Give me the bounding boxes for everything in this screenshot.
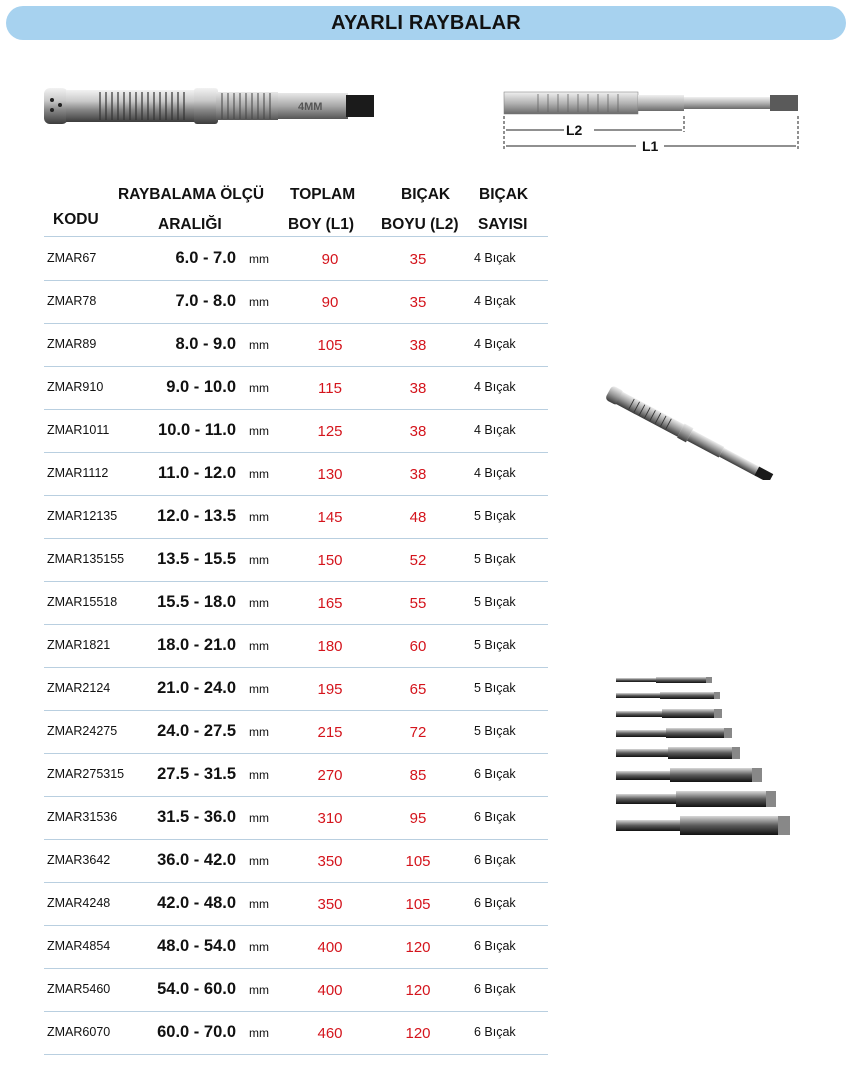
row-range: 15.5 - 18.0: [157, 593, 236, 611]
row-code: ZMAR24275: [47, 724, 118, 738]
header-l1-line2: BOY (L1): [288, 216, 355, 233]
title-banner: [6, 6, 846, 40]
row-l1: 90: [321, 251, 339, 268]
row-l2: 72: [409, 724, 427, 741]
row-l1: 400: [317, 982, 343, 999]
table-row: [44, 968, 548, 1012]
row-l2: 85: [409, 767, 427, 784]
row-unit: mm: [249, 854, 269, 868]
row-unit: mm: [249, 639, 269, 653]
row-range: 48.0 - 54.0: [157, 937, 236, 955]
row-l2: 120: [405, 1025, 431, 1042]
table-row: [44, 280, 548, 324]
page-title: AYARLI RAYBALAR: [331, 11, 521, 34]
row-l2: 35: [409, 251, 427, 268]
row-blades: 6 Bıçak: [474, 1025, 516, 1039]
row-unit: mm: [249, 553, 269, 567]
row-l2: 55: [409, 595, 427, 612]
row-code: ZMAR910: [47, 380, 104, 394]
row-range: 13.5 - 15.5: [157, 550, 236, 568]
row-range: 21.0 - 24.0: [157, 679, 236, 697]
row-l2: 120: [405, 982, 431, 999]
row-range: 31.5 - 36.0: [157, 808, 236, 826]
row-l1: 165: [317, 595, 343, 612]
row-range: 6.0 - 7.0: [175, 249, 236, 267]
row-range: 11.0 - 12.0: [158, 464, 236, 482]
row-l1: 400: [317, 939, 343, 956]
row-range: 10.0 - 11.0: [158, 421, 236, 439]
table-row: [44, 1011, 548, 1055]
row-range: 8.0 - 9.0: [175, 335, 236, 353]
row-code: ZMAR5460: [47, 982, 111, 996]
row-unit: mm: [249, 381, 269, 395]
header-blades-line2: SAYISI: [478, 216, 528, 233]
row-unit: mm: [249, 897, 269, 911]
row-l1: 180: [317, 638, 343, 655]
table-row: [44, 323, 548, 367]
row-l1: 350: [317, 896, 343, 913]
row-range: 42.0 - 48.0: [157, 894, 236, 912]
row-range: 60.0 - 70.0: [157, 1023, 236, 1041]
row-l1: 130: [317, 466, 343, 483]
row-blades: 6 Bıçak: [474, 810, 516, 824]
reamer-photo-main: [40, 80, 380, 130]
header-range-line1: RAYBALAMA ÖLÇÜ: [118, 186, 265, 203]
table-row: [44, 796, 548, 840]
row-unit: mm: [249, 768, 269, 782]
row-blades: 6 Bıçak: [474, 853, 516, 867]
row-unit: mm: [249, 510, 269, 524]
table-row: [44, 839, 548, 883]
row-l2: 35: [409, 294, 427, 311]
row-blades: 6 Bıçak: [474, 896, 516, 910]
row-code: ZMAR4854: [47, 939, 111, 953]
row-range: 27.5 - 31.5: [157, 765, 236, 783]
row-blades: 6 Bıçak: [474, 939, 516, 953]
row-blades: 6 Bıçak: [474, 982, 516, 996]
row-l2: 48: [409, 509, 427, 526]
table-row: [44, 882, 548, 926]
row-range: 18.0 - 21.0: [157, 636, 236, 654]
l2-label: L2: [566, 122, 583, 138]
row-range: 24.0 - 27.5: [157, 722, 236, 740]
table-row: [44, 925, 548, 969]
header-l2-line2: BOYU (L2): [381, 216, 459, 233]
row-l1: 350: [317, 853, 343, 870]
row-unit: mm: [249, 682, 269, 696]
header-code: KODU: [53, 211, 99, 228]
table-row: [44, 495, 548, 539]
table-row: [44, 538, 548, 582]
row-blades: 5 Bıçak: [474, 681, 516, 695]
row-range: 12.0 - 13.5: [157, 507, 236, 525]
row-l1: 150: [317, 552, 343, 569]
table-row: [44, 237, 548, 281]
row-unit: mm: [249, 983, 269, 997]
row-blades: 4 Bıçak: [474, 251, 516, 265]
dimension-diagram: [498, 86, 808, 152]
row-unit: mm: [249, 295, 269, 309]
row-l2: 38: [409, 380, 427, 397]
row-unit: mm: [249, 467, 269, 481]
row-l2: 52: [409, 552, 427, 569]
row-code: ZMAR4248: [47, 896, 111, 910]
row-unit: mm: [249, 338, 269, 352]
header-range-line2: ARALIĞI: [158, 216, 222, 233]
row-l2: 65: [409, 681, 427, 698]
row-l2: 95: [409, 810, 427, 827]
row-blades: 5 Bıçak: [474, 552, 516, 566]
row-code: ZMAR15518: [47, 595, 118, 609]
row-l2: 38: [409, 423, 427, 440]
l1-label: L1: [642, 138, 659, 154]
row-code: ZMAR275315: [47, 767, 125, 781]
row-l2: 60: [409, 638, 427, 655]
row-blades: 4 Bıçak: [474, 423, 516, 437]
row-unit: mm: [249, 424, 269, 438]
row-unit: mm: [249, 596, 269, 610]
table-row: [44, 366, 548, 410]
row-unit: mm: [249, 252, 269, 266]
row-code: ZMAR135155: [47, 552, 125, 566]
row-blades: 5 Bıçak: [474, 509, 516, 523]
row-l1: 105: [317, 337, 343, 354]
row-unit: mm: [249, 811, 269, 825]
row-l1: 90: [321, 294, 339, 311]
row-l1: 460: [317, 1025, 343, 1042]
row-code: ZMAR31536: [47, 810, 118, 824]
row-l1: 310: [317, 810, 343, 827]
reamer-photo-angled: [604, 384, 794, 480]
row-unit: mm: [249, 1026, 269, 1040]
header-l2-line1: BIÇAK: [401, 186, 451, 203]
row-range: 9.0 - 10.0: [166, 378, 236, 396]
table-row: [44, 581, 548, 625]
row-code: ZMAR1821: [47, 638, 111, 652]
row-l2: 105: [405, 853, 431, 870]
row-blades: 5 Bıçak: [474, 638, 516, 652]
row-l2: 105: [405, 896, 431, 913]
reamer-set-photo: [610, 672, 796, 840]
row-blades: 4 Bıçak: [474, 337, 516, 351]
row-code: ZMAR89: [47, 337, 97, 351]
row-blades: 6 Bıçak: [474, 767, 516, 781]
row-l2: 120: [405, 939, 431, 956]
row-code: ZMAR1112: [47, 466, 109, 480]
table-row: [44, 667, 548, 711]
row-unit: mm: [249, 940, 269, 954]
row-blades: 4 Bıçak: [474, 380, 516, 394]
row-blades: 5 Bıçak: [474, 595, 516, 609]
row-range: 7.0 - 8.0: [175, 292, 236, 310]
row-unit: mm: [249, 725, 269, 739]
row-code: ZMAR1011: [47, 423, 110, 437]
row-code: ZMAR6070: [47, 1025, 111, 1039]
row-range: 54.0 - 60.0: [157, 980, 236, 998]
table-row: [44, 624, 548, 668]
header-blades-line1: BIÇAK: [479, 186, 529, 203]
row-code: ZMAR3642: [47, 853, 111, 867]
table-row: [44, 452, 548, 496]
table-row: [44, 409, 548, 453]
row-l1: 215: [317, 724, 343, 741]
table-row: [44, 753, 548, 797]
row-l1: 270: [317, 767, 343, 784]
row-blades: 5 Bıçak: [474, 724, 516, 738]
etching-text: 4MM: [298, 101, 323, 113]
header-l1-line1: TOPLAM: [290, 186, 356, 203]
row-l2: 38: [409, 466, 427, 483]
row-l1: 115: [318, 380, 342, 397]
table-row: [44, 710, 548, 754]
row-l1: 145: [317, 509, 343, 526]
row-l1: 125: [317, 423, 343, 440]
row-blades: 4 Bıçak: [474, 466, 516, 480]
row-code: ZMAR67: [47, 251, 97, 265]
row-range: 36.0 - 42.0: [157, 851, 236, 869]
row-code: ZMAR2124: [47, 681, 111, 695]
row-l2: 38: [409, 337, 427, 354]
row-code: ZMAR12135: [47, 509, 118, 523]
row-blades: 4 Bıçak: [474, 294, 516, 308]
row-l1: 195: [317, 681, 343, 698]
row-code: ZMAR78: [47, 294, 97, 308]
